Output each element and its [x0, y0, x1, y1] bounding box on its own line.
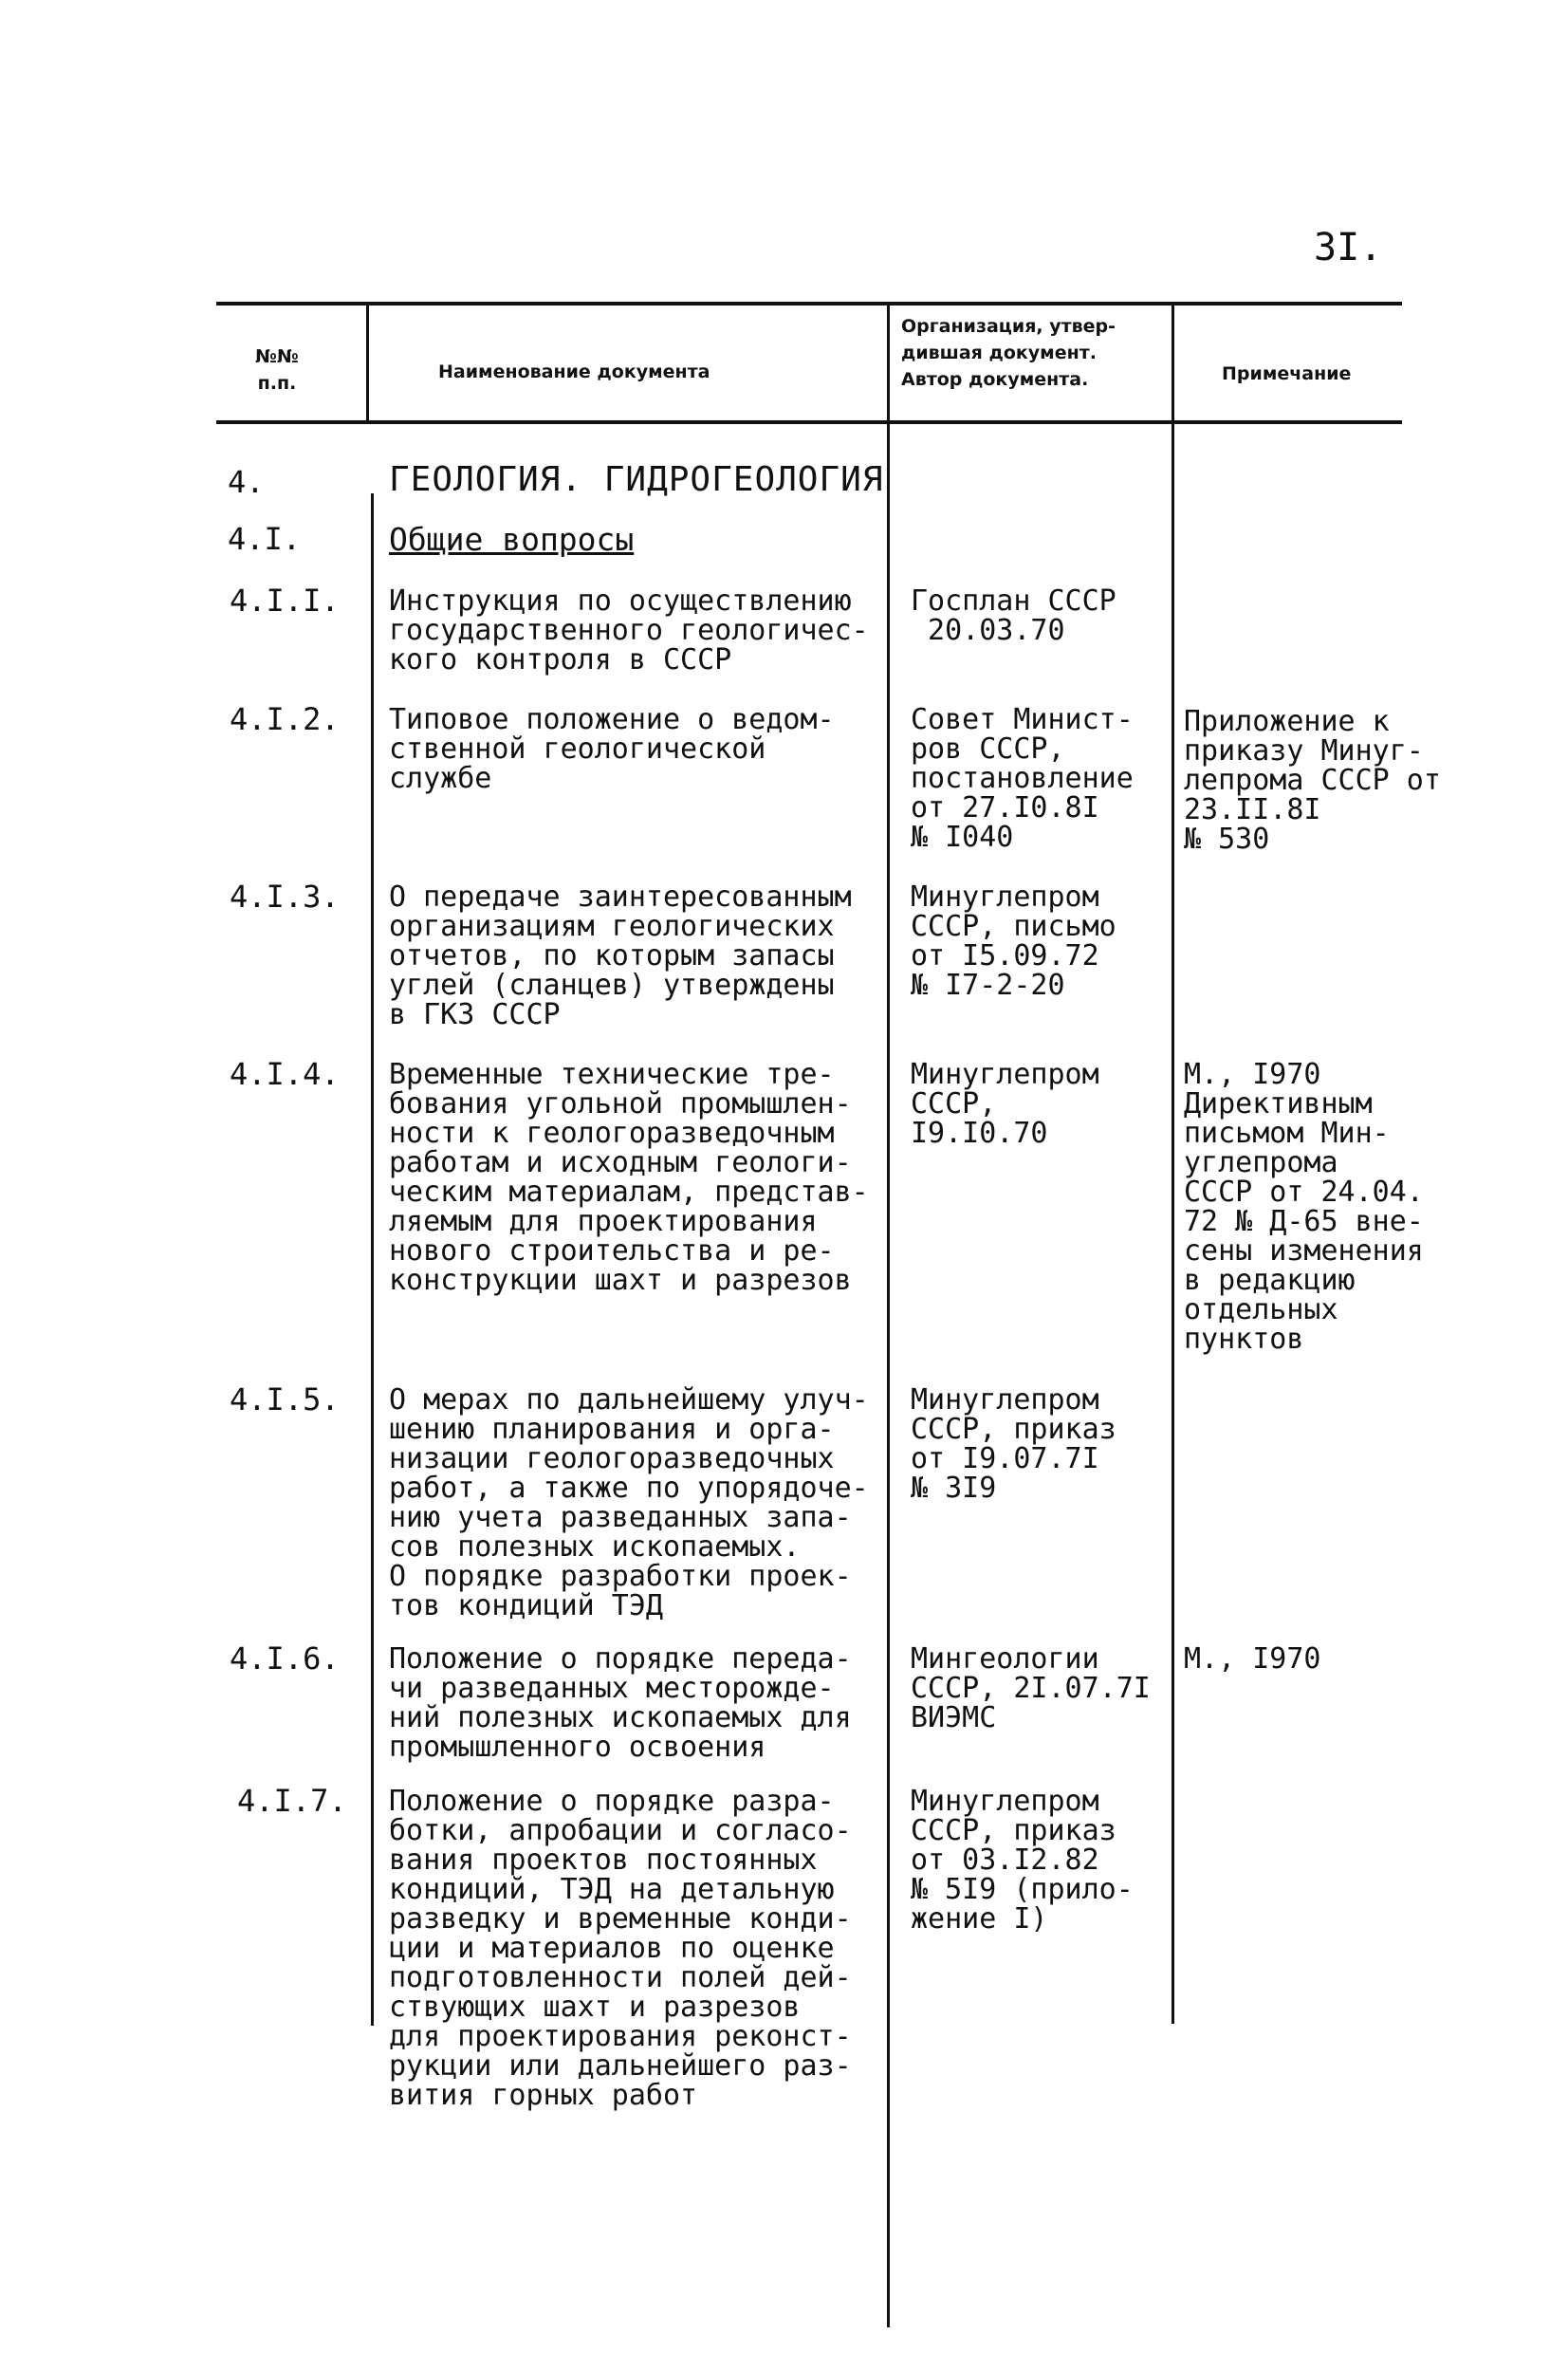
document-organization-line: Минуглепром — [911, 1058, 1099, 1091]
row-number: 4.I.3. — [230, 879, 340, 915]
document-organization — [911, 1385, 1116, 1503]
column-divider-3 — [1171, 302, 1174, 2024]
document-name-line: работ, а также по упорядоче- — [389, 1472, 869, 1505]
document-organization — [911, 1787, 1134, 1934]
document-name-line: промышленного освоения — [389, 1731, 766, 1764]
document-name-line: Инструкция по осуществлению — [389, 584, 852, 618]
document-name-line: вития горных работ — [389, 2079, 698, 2112]
document-organization-line: № 3I9 — [911, 1472, 997, 1505]
document-organization-line: СССР, — [911, 1087, 997, 1121]
document-name-line: бования угольной промышлен- — [389, 1087, 852, 1121]
row-number: 4.I.7. — [237, 1783, 347, 1819]
document-name-line: О мерах по дальнейшему улуч- — [389, 1383, 869, 1417]
header-org-line-3: Автор документа. — [901, 369, 1089, 390]
document-organization-line: Мингеологии — [911, 1642, 1099, 1676]
table-top-rule — [216, 302, 1402, 306]
header-col-name: Наименование документа — [438, 361, 710, 382]
document-note — [1184, 1644, 1321, 1674]
document-name-line: отчетов, по которым запасы — [389, 939, 835, 973]
document-organization-line: Госплан СССР — [911, 584, 1116, 618]
document-organization-line: от 27.I0.8I — [911, 791, 1099, 824]
document-note-line: 23.II.8I — [1184, 793, 1321, 826]
document-organization-line: ров СССР, — [911, 732, 1065, 766]
document-organization-line: от 03.I2.82 — [911, 1843, 1099, 1877]
document-name-line: разведку и временные конди- — [389, 1902, 852, 1936]
document-name-line: О порядке разработки проек- — [389, 1560, 852, 1593]
header-num-line-2: п.п. — [257, 373, 297, 394]
header-col-num — [249, 343, 305, 397]
row-number: 4.I.4. — [230, 1056, 340, 1092]
document-organization-line: № I040 — [911, 821, 1014, 854]
document-note-line: приказу Минуг- — [1184, 734, 1424, 768]
document-name-line: Положение о порядке переда- — [389, 1642, 852, 1676]
document-name — [389, 1787, 852, 2110]
document-note — [1184, 1060, 1424, 1354]
document-organization-line: ВИЭМС — [911, 1701, 997, 1734]
header-org-line-1: Организация, утвер- — [901, 316, 1116, 337]
document-name-line: О передаче заинтересованным — [389, 880, 852, 914]
document-note-line: в редакцию — [1184, 1264, 1356, 1297]
document-name-line: ботки, апробации и согласо- — [389, 1814, 852, 1847]
document-organization-line: СССР, приказ — [911, 1413, 1116, 1446]
document-name-line: ний полезных ископаемых для — [389, 1701, 852, 1734]
page-number: 3I. — [1314, 226, 1383, 269]
row-number: 4.I.5. — [230, 1381, 340, 1417]
subsection-number: 4.I. — [228, 521, 302, 557]
document-organization — [911, 705, 1134, 852]
document-name-line: нового строительства и ре- — [389, 1234, 835, 1268]
document-name-line: низации геологоразведочных — [389, 1442, 835, 1475]
document-name-line: службе — [389, 762, 492, 795]
section-number: 4. — [228, 464, 265, 500]
subsection-title: Общие вопросы — [389, 521, 635, 558]
document-note-line: отдельных — [1184, 1293, 1338, 1326]
document-name-line: в ГКЗ СССР — [389, 998, 561, 1031]
document-note-line: письмом Мин- — [1184, 1117, 1390, 1150]
row-number: 4.I.6. — [230, 1640, 340, 1677]
column-divider-1-body — [371, 493, 374, 2026]
document-name-line: ляемым для проектирования — [389, 1205, 818, 1238]
document-name-line: ствующих шахт и разрезов — [389, 1991, 801, 2024]
document-organization-line: СССР, приказ — [911, 1814, 1116, 1847]
document-name-line: конструкции шахт и разрезов — [389, 1264, 852, 1297]
document-organization-line: I9.I0.70 — [911, 1117, 1048, 1150]
document-name-line: Типовое положение о ведом- — [389, 703, 835, 736]
document-organization-line: Минуглепром — [911, 1383, 1099, 1417]
document-note-line: сены изменения — [1184, 1234, 1424, 1268]
document-organization-line: 20.03.70 — [911, 614, 1065, 647]
document-note-line: углепрома — [1184, 1146, 1338, 1179]
column-divider-2 — [887, 302, 890, 2327]
document-organization — [911, 586, 1116, 645]
document-name-line: нию учета разведанных запа- — [389, 1501, 852, 1534]
document-note-line: № 530 — [1184, 823, 1270, 856]
document-name-line: ственной геологической — [389, 732, 766, 766]
document-organization-line: от I9.07.7I — [911, 1442, 1099, 1475]
document-organization — [911, 1644, 1151, 1732]
document-name-line: подготовленности полей дей- — [389, 1961, 852, 1994]
document-organization-line: № 5I9 (прило- — [911, 1873, 1134, 1906]
document-name-line: сов полезных ископаемых. — [389, 1530, 801, 1564]
document-note-line: СССР от 24.04. — [1184, 1176, 1424, 1209]
document-note-line: М., I970 — [1184, 1058, 1321, 1091]
document-name — [389, 1385, 869, 1621]
document-note-line: М., I970 — [1184, 1642, 1321, 1676]
document-note-line: 72 № Д-65 вне- — [1184, 1205, 1424, 1238]
document-name-line: ности к геологоразведочным — [389, 1117, 835, 1150]
document-name-line: государственного геологичес- — [389, 614, 869, 647]
header-num-line-1: №№ — [255, 346, 299, 367]
row-number: 4.I.2. — [230, 701, 340, 737]
document-note-line: Директивным — [1184, 1087, 1373, 1121]
document-name-line: для проектирования реконст- — [389, 2020, 852, 2053]
document-name-line: ческим материалам, представ- — [389, 1176, 869, 1209]
section-title: ГЕОЛОГИЯ. ГИДРОГЕОЛОГИЯ — [389, 460, 884, 499]
document-name-line: ции и материалов по оценке — [389, 1932, 835, 1965]
document-name — [389, 705, 835, 793]
document-name-line: шению планирования и орга- — [389, 1413, 835, 1446]
document-name — [389, 586, 869, 675]
document-note — [1184, 707, 1441, 854]
document-name-line: кондиций, ТЭД на детальную — [389, 1873, 835, 1906]
header-col-org — [901, 313, 1116, 393]
document-organization — [911, 882, 1116, 1000]
document-organization-line: Минуглепром — [911, 880, 1099, 914]
row-number: 4.I.I. — [230, 583, 340, 619]
header-bottom-rule — [216, 420, 1402, 424]
document-name-line: тов кондиций ТЭД — [389, 1589, 663, 1622]
document-organization-line: № I7-2-20 — [911, 969, 1065, 1002]
document-organization-line: Минуглепром — [911, 1785, 1099, 1818]
document-name-line: Временные технические тре- — [389, 1058, 835, 1091]
document-organization-line: СССР, 2I.07.7I — [911, 1672, 1151, 1705]
document-organization — [911, 1060, 1099, 1148]
column-divider-1 — [366, 302, 369, 422]
document-name-line: чи разведанных месторожде- — [389, 1672, 835, 1705]
document-name-line: организациям геологических — [389, 910, 835, 943]
document-note-line: пунктов — [1184, 1323, 1304, 1356]
document-name-line: вания проектов постоянных — [389, 1843, 818, 1877]
document-organization-line: жение I) — [911, 1902, 1048, 1936]
document-name-line: Положение о порядке разра- — [389, 1785, 835, 1818]
header-org-line-2: дившая документ. — [901, 343, 1097, 363]
document-name-line: кого контроля в СССР — [389, 643, 732, 676]
header-col-note: Примечание — [1222, 363, 1352, 384]
document-organization-line: от I5.09.72 — [911, 939, 1099, 973]
document-name — [389, 882, 852, 1029]
document-note-line: лепрома СССР от — [1184, 764, 1441, 797]
document-name — [389, 1060, 869, 1295]
document-name-line: рукции или дальнейшего раз- — [389, 2049, 852, 2083]
document-name — [389, 1644, 852, 1762]
document-name-line: углей (сланцев) утверждены — [389, 969, 835, 1002]
document-organization-line: Совет Минист- — [911, 703, 1134, 736]
document-organization-line: постановление — [911, 762, 1134, 795]
document-name-line: работам и исходным геологи- — [389, 1146, 852, 1179]
document-organization-line: СССР, письмо — [911, 910, 1116, 943]
document-note-line: Приложение к — [1184, 705, 1390, 738]
